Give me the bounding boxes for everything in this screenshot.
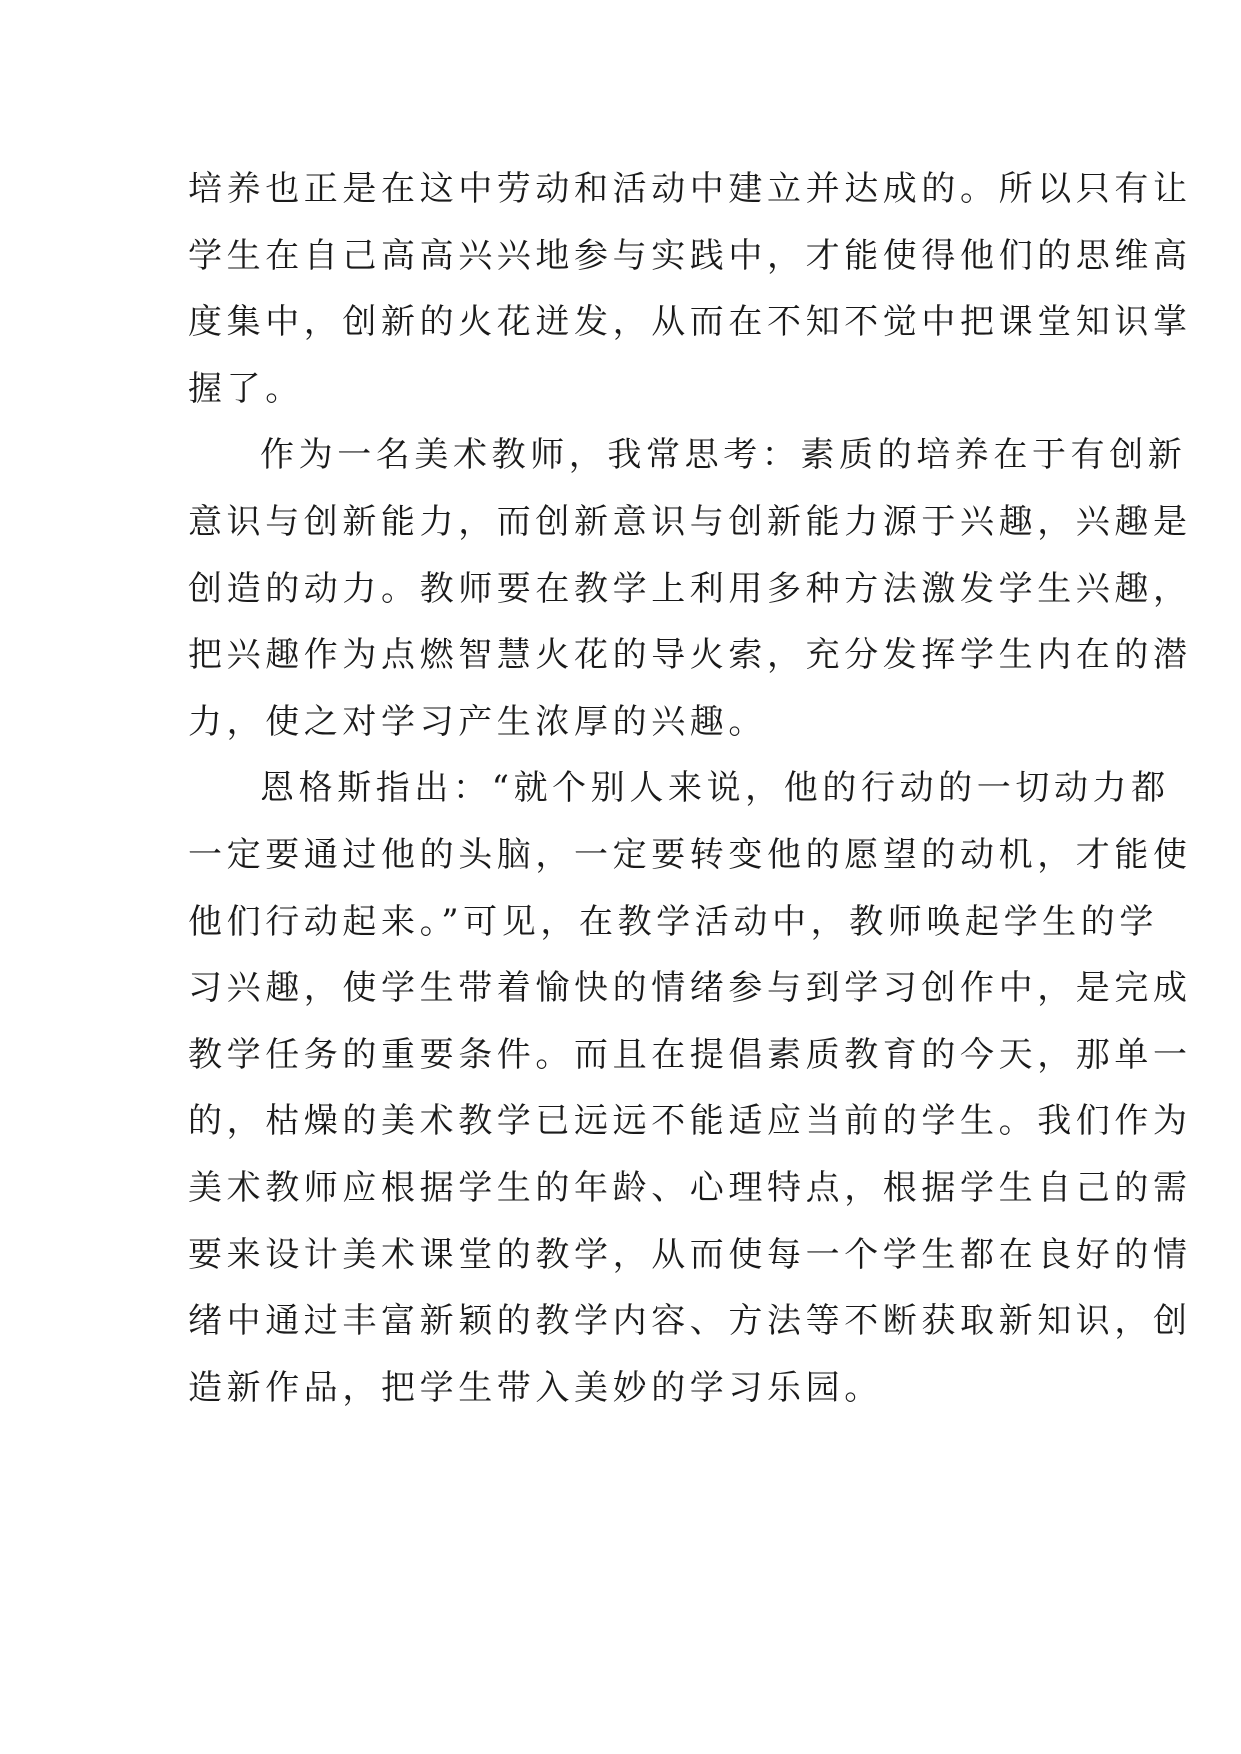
text-line: 力，使之对学习产生浓厚的兴趣。 [188,701,767,742]
text-line: 习兴趣，使学生带着愉快的情绪参与到学习创作中，是完成 [188,968,1192,1009]
text-line: 一定要通过他的头脑，一定要转变他的愿望的动机，才能使 [188,834,1192,875]
text-line: 他们行动起来。”可见，在教学活动中，教师唤起学生的学 [188,901,1158,942]
text-line: 培养也正是在这中劳动和活动中建立并达成的。所以只有让 [188,169,1192,209]
text-line: 美术教师应根据学生的年龄、心理特点，根据学生自己的需 [188,1167,1192,1208]
text-line: 意识与创新能力，而创新意识与创新能力源于兴趣，兴趣是 [188,501,1192,542]
text-line: 造新作品，把学生带入美妙的学习乐园。 [188,1367,883,1408]
text-line: 创造的动力。教师要在教学上利用多种方法激发学生兴趣， [188,568,1192,609]
document-body [188,156,1192,1421]
paragraph-2 [188,422,1192,755]
text-line: 度集中，创新的火花迸发，从而在不知不觉中把课堂知识掌 [188,302,1192,343]
text-line: 握了。 [188,368,304,409]
text-line: 要来设计美术课堂的教学，从而使每一个学生都在良好的情 [188,1234,1192,1275]
text-line: 教学任务的重要条件。而且在提倡素质教育的今天，那单一 [188,1034,1192,1075]
paragraph-1 [188,156,1192,422]
paragraph-3 [188,755,1192,1421]
text-line: 的，枯燥的美术教学已远远不能适应当前的学生。我们作为 [188,1101,1192,1142]
text-line: 作为一名美术教师，我常思考：素质的培养在于有创新 [260,435,1187,476]
text-line: 学生在自己高高兴兴地参与实践中，才能使得他们的思维高 [188,235,1192,276]
text-line: 恩格斯指出：“就个别人来说，他的行动的一切动力都 [260,768,1170,809]
text-line: 绪中通过丰富新颖的教学内容、方法等不断获取新知识，创 [188,1301,1192,1342]
text-line: 把兴趣作为点燃智慧火花的导火索，充分发挥学生内在的潜 [188,635,1192,676]
